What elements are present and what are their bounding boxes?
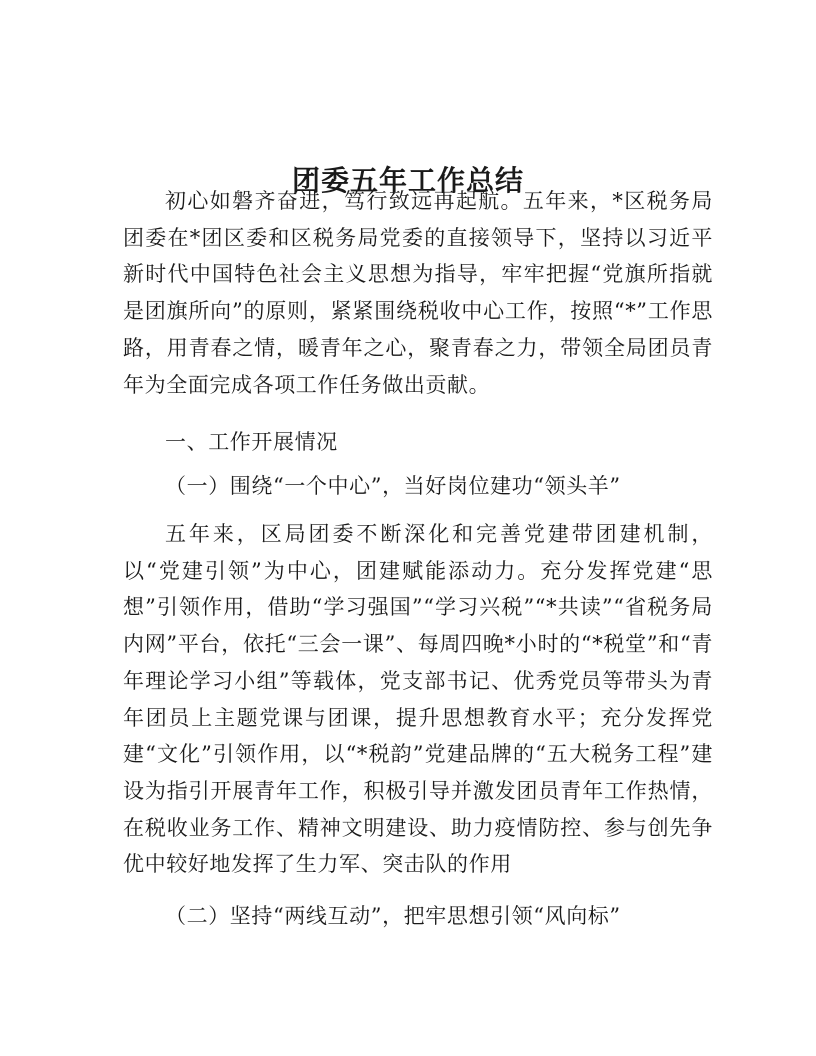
- section-heading-1: 一、工作开展情况: [165, 430, 338, 454]
- document-title: 团委五年工作总结: [291, 163, 524, 197]
- subsection-1-body: 五年来，区局团委不断深化和完善党建带团建机制，以“党建引领”为中心，团建赋能添动力。充分发挥党建“思想”引领作用，借助“学习强国”“学习兴税”“*共读”“省税务局内网”平台，依托“三会一课”、每周四晚*小时的“*税堂”和“青年理论学习小组”等载体，党支部书记、优秀党员等带头为青年团员上主题党课与团课，提升思想教育水平；充分发挥党建“文化”引领作用，以“*税韵”党建品牌的“五大税务工程”建设为指引开展青年工作，积极引导并激发团员青年工作热情，在税收业务工作、精神文明建设、助力疫情防控、参与创先争优中较好地发挥了生力军、突击队的作用: [123, 522, 713, 877]
- subsection-heading-2: （二）坚持“两线互动”，把牢思想引领“风向标”: [165, 904, 621, 928]
- intro-paragraph: 初心如磐齐奋进，笃行致远再起航。五年来，*区税务局团委在*团区委和区税务局党委的直接领导下，坚持以习近平新时代中国特色社会主义思想为指导，牢牢把握“党旗所指就是团旗所向”的原则，紧紧围绕税收中心工作，按照“*”工作思路，用青春之情，暖青年之心，聚青春之力，带领全局团员青年为全面完成各项工作任务做出贡献。: [123, 189, 713, 397]
- subsection-heading-1: （一）围绕“一个中心”，当好岗位建功“领头羊”: [165, 474, 621, 498]
